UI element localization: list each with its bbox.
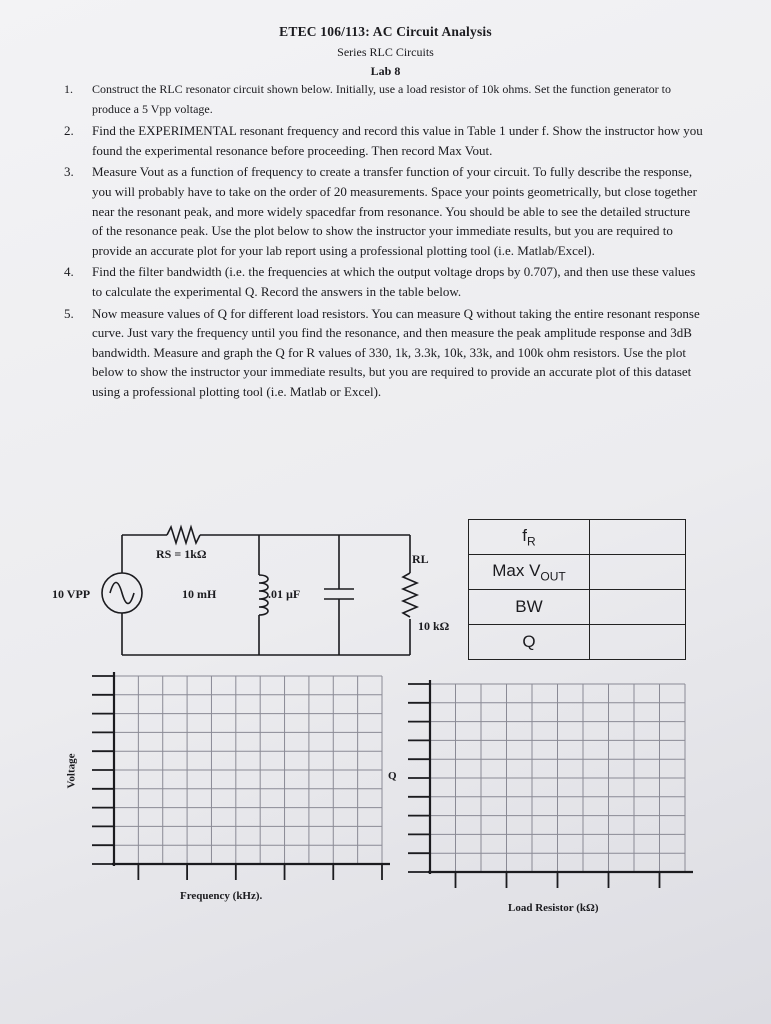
source-label: 10 VPP	[52, 587, 91, 601]
inductor-label: 10 mH	[182, 587, 217, 601]
results-table	[468, 519, 686, 660]
step-text: Measure Vout as a function of frequency to create a transfer function of your circuit. To fully describe the response, you will probably have to take on the order of 20 measurements. Space your points geometrically, but close together near the resonant peak, and more widely spacedfar from resonance. You should be able to see the detailed structure of the resonance peak. Use the plot below to show the instructor your immediate results, but you are required to provide an accurate plot for your lab report using a professional plotting tool (i.e. Matlab/Excel).	[92, 164, 697, 258]
instruction-step: 3. Measure Vout as a function of frequency to create a transfer function of your circuit. To fully describe the response, you will probably have to take on the order of 20 measurements. Space your points geometrically, but close together near the resonant peak, and more widely spacedfar from resonance. You should be able to see the detailed structure of the resonance peak. Use the plot below to show the instructor your immediate results, but you are required to provide an accurate plot for your lab report using a professional plotting tool (i.e. Matlab/Excel).	[64, 164, 697, 258]
rlc-circuit-diagram	[52, 515, 472, 665]
row-label: $f_R$	[469, 520, 590, 555]
row-label: Q	[469, 625, 590, 660]
row-value-cell[interactable]	[590, 555, 686, 590]
row-value-cell[interactable]	[590, 590, 686, 625]
step-text: Now measure values of Q for different load resistors. You can measure Q without taking the entire resonant response curve. Just vary the frequency until you find the resonance, and then measure the peak amplitude response and 3dB bandwidth. Measure and graph the Q for R values of 330, 1k, 3.3k, 10k, 33k, and 100k ohm resistors. Use the plot below to show the instructor your immediate results, but you are required to provide an accurate plot of this dataset using a professional plotting tool (i.e. Matlab or Excel).	[92, 305, 700, 399]
row-label: BW	[469, 590, 590, 625]
load-resistor-value: 10 kΩ	[418, 619, 450, 633]
instruction-list	[64, 80, 704, 402]
right-graph-y-label: Q	[388, 770, 397, 782]
lab-number: Lab 8	[370, 64, 401, 78]
row-value-cell[interactable]	[590, 625, 686, 660]
capacitor-symbol	[324, 589, 354, 599]
inductor-symbol	[259, 575, 268, 615]
step-text: Find the filter bandwidth (i.e. the frequencies at which the output voltage drops by 0.707), and then use these values to calculate the experimental Q. Record the answers in the table below.	[92, 264, 696, 299]
lab-subtitle: Series RLC Circuits	[337, 45, 434, 59]
course-title: ETEC 106/113: AC Circuit Analysis	[279, 24, 492, 39]
right-graph-x-label: Load Resistor (kΩ)	[508, 902, 599, 914]
series-resistor-symbol	[167, 527, 200, 543]
instruction-step: 4. Find the filter bandwidth (i.e. the frequencies at which the output voltage drops by 0.707), and then use these values to calculate the experimental Q. Record the answers in the table below.	[64, 264, 696, 299]
grid-lines	[400, 672, 695, 897]
voltage-vs-frequency-grid	[80, 668, 390, 893]
grid-lines	[80, 668, 390, 893]
capacitor-label: .01 µF	[268, 587, 301, 601]
instruction-step: 1. Construct the RLC resonator circuit shown below. Initially, use a load resistor of 10k ohms. Set the function generator to produce a 5 Vpp voltage.	[64, 82, 671, 116]
table-row	[469, 625, 686, 660]
table-row	[469, 555, 686, 590]
load-resistor-symbol	[403, 573, 417, 617]
q-vs-load-resistor-grid	[400, 672, 695, 897]
left-graph-y-label: Voltage	[65, 753, 78, 789]
sine-wave-icon	[110, 583, 134, 604]
table-row	[469, 590, 686, 625]
table-row	[469, 520, 686, 555]
row-value-cell[interactable]	[590, 520, 686, 555]
instruction-step: 2. Find the EXPERIMENTAL resonant frequency and record this value in Table 1 under f. Show the instructor how you found the experimental resonance before proceeding. Then record Max Vout.	[64, 123, 703, 158]
left-graph-x-label: Frequency (kHz).	[180, 890, 263, 902]
instruction-step: 5. Now measure values of Q for different load resistors. You can measure Q without taking the entire resonant response curve. Just vary the frequency until you find the resonance, and then measure the peak amplitude response and 3dB bandwidth. Measure and graph the Q for R values of 330, 1k, 3.3k, 10k, 33k, and 100k ohm resistors. Use the plot below to show the instructor your immediate results, but you are required to provide an accurate plot of this dataset using a professional plotting tool (i.e. Matlab or Excel).	[64, 305, 700, 399]
series-resistor-label: RS = 1kΩ	[156, 547, 207, 561]
circuit-schematic	[52, 515, 472, 665]
step-text: Construct the RLC resonator circuit shown below. Initially, use a load resistor of 10k ohms. Set the function generator to produce a 5 Vpp voltage.	[92, 82, 671, 116]
step-text: Find the EXPERIMENTAL resonant frequency and record this value in Table 1 under f. Show the instructor how you found the experimental resonance before proceeding. Then record Max Vout.	[92, 123, 703, 158]
row-label: Max $V_{OUT}$	[469, 555, 590, 590]
load-resistor-label: RL	[412, 552, 429, 566]
